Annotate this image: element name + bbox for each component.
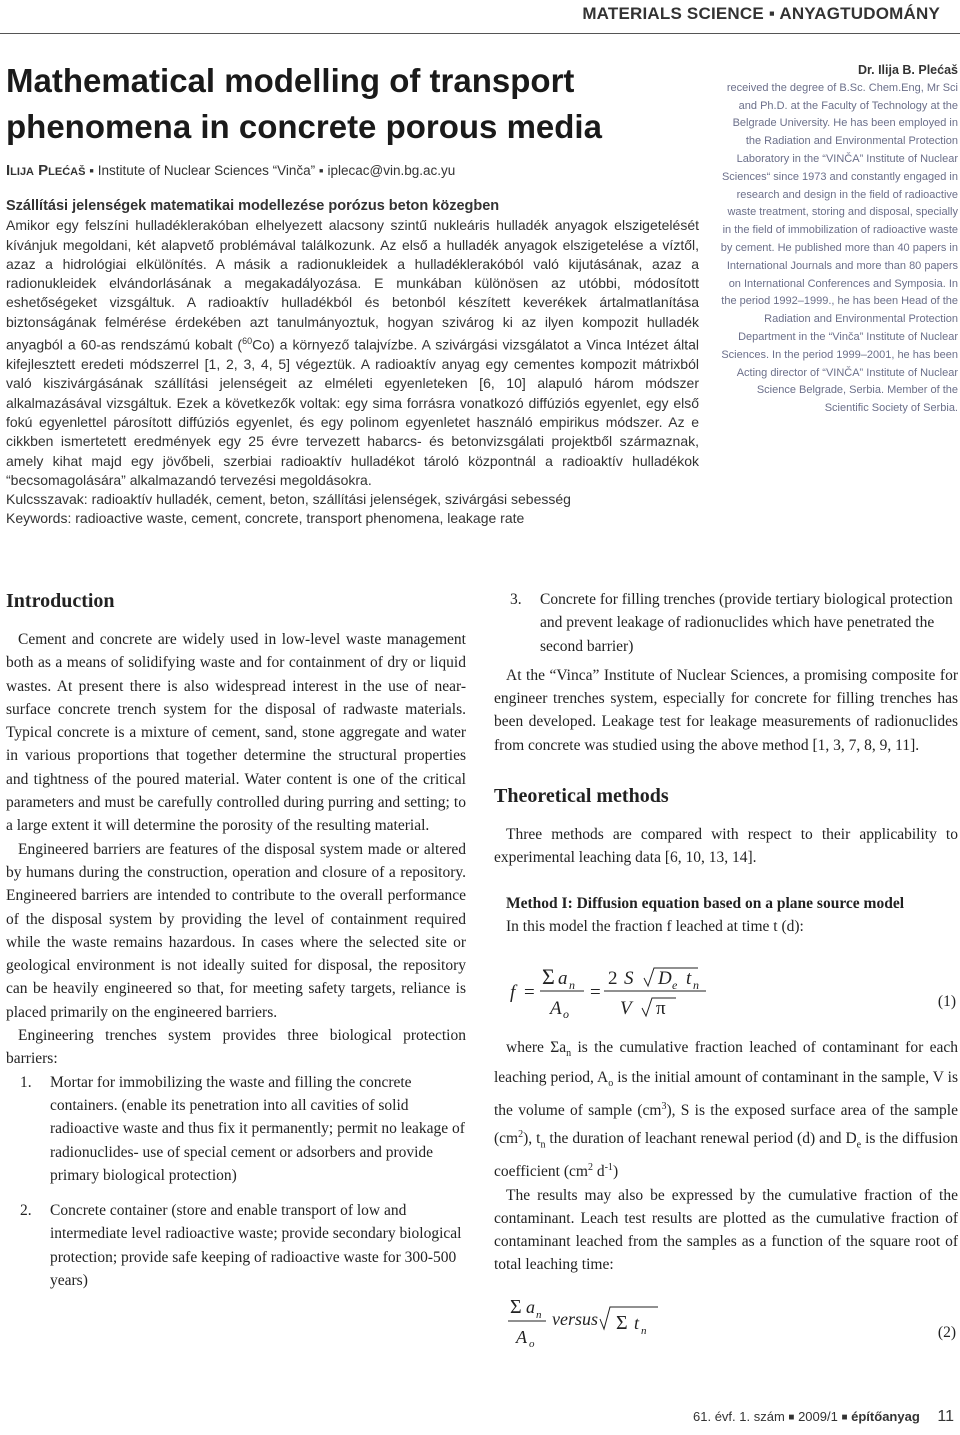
eq2-sub-n2: n: [641, 1324, 647, 1337]
eq2-t: t: [634, 1312, 640, 1333]
eq-f: f: [510, 982, 516, 1004]
sub: e: [856, 1138, 862, 1150]
sup: 2: [587, 1162, 593, 1174]
top-bar: [0, 0, 960, 34]
list-number: 1.: [20, 1073, 32, 1091]
eq-sub-n: n: [569, 978, 575, 993]
keywords: Keywords: radioactive waste, cement, concrete, transport phenomena, leakage rate: [6, 510, 525, 527]
text-part: is the diffusion coefficient (cm: [494, 1129, 958, 1181]
barrier-list-continued: [494, 588, 958, 658]
eq-A: A: [550, 998, 562, 1020]
text-part: d: [592, 1163, 605, 1181]
list-item: [6, 1071, 466, 1187]
byline-separator: ▪: [318, 163, 324, 178]
footer-issue: 61. évf. 1. szám: [693, 1409, 785, 1424]
equation-2: [494, 1277, 958, 1357]
theory-paragraph-1: Three methods are compared with respect to their applicability to experimental leaching data [6, 10, 13, 14].: [494, 826, 958, 867]
equation-1-formula: [508, 954, 738, 1034]
hungarian-abstract-text: [6, 216, 699, 490]
eq-S: S: [624, 968, 634, 990]
footer-year: 2009/1: [798, 1409, 838, 1424]
theoretical-methods-heading: Theoretical methods: [494, 785, 669, 808]
cobalt-superscript: 60: [242, 336, 253, 347]
eq2-sub-o: o: [529, 1337, 535, 1350]
hungarian-abstract: [6, 197, 699, 529]
text-part: ): [612, 1163, 619, 1181]
eq2-sub-n: n: [536, 1308, 542, 1321]
list-text: Concrete for filling trenches (provide tertiary biological protection and prevent leakage of radionuclides which have penetrated the second barrier): [540, 591, 953, 655]
sub: n: [566, 1048, 572, 1060]
byline-separator: ▪: [89, 163, 95, 178]
author-name: Ilija Plećaš: [6, 162, 86, 179]
barrier-list: [6, 1071, 466, 1293]
article-title: Mathematical modelling of transport phenomena in concrete porous media: [6, 62, 602, 145]
footer-bullet: ■: [841, 1412, 848, 1423]
eq2-sigma-2: Σ: [616, 1311, 628, 1334]
page-footer: [693, 1408, 954, 1426]
eq-V: V: [620, 998, 632, 1020]
eq2-a: a: [526, 1296, 535, 1317]
text-part: ), t: [523, 1129, 541, 1147]
author-bio: [720, 62, 958, 418]
left-column: [6, 588, 466, 1292]
intro-paragraph-1: Cement and concrete are widely used in low-level waste management both as a means of solidifying waste and for containment of dry or liquid wastes. At present there is also widespread interest in the use of near-surface concrete trench system for the disposal of radwaste materials. Typical concrete is a mixture of cement, sand, stone aggregate and water in various proportions that together determine the structural properties and tightness of the poured material. Water content is one of the critical parameters and must be carefully controlled during purring and setting; to a large extent it will determine the porosity of the resulting material.: [6, 631, 466, 835]
theory-paragraph-3: [494, 1036, 958, 1183]
hungarian-title: Szállítási jelenségek matematikai modellezése porózus beton közegben: [6, 198, 500, 214]
sup: 2: [518, 1128, 524, 1140]
equation-1-number: (1): [937, 993, 956, 1011]
page-number: 11: [937, 1408, 954, 1425]
eq2-versus: versus: [552, 1308, 598, 1329]
list-number: 2.: [20, 1202, 32, 1220]
text-part: ), S is the exposed surface area of the sample (cm: [494, 1102, 958, 1147]
equation-1: [494, 938, 958, 1036]
kulcsszavak: Kulcsszavak: radioaktív hulladék, cement, beton, szállítási jelenségek, szivárgási sebesség: [6, 491, 571, 508]
sup: 3: [661, 1101, 667, 1113]
introduction-heading: Introduction: [6, 590, 115, 612]
text-part: where Σa: [506, 1039, 567, 1057]
text-part: is the cumulative fraction leached of contaminant for each leaching period, A: [494, 1039, 958, 1086]
author-email[interactable]: iplecac@vin.bg.ac.yu: [327, 163, 456, 178]
journal-name: építőanyag: [851, 1409, 920, 1424]
eq-D: D: [658, 968, 672, 990]
equation-2-number: (2): [937, 1323, 956, 1341]
header-rule: [0, 33, 960, 34]
sup: -1: [604, 1162, 613, 1174]
intro-paragraph-4: At the “Vinca” Institute of Nuclear Sciences, a promising composite for engineer trenches system, especially for concrete for filling trenches has been developed. Leakage test for leakage measurements of radionuclides from concrete was studied using the above method [1, 3, 7, 8, 9, 11].: [494, 666, 958, 754]
text-part: is the initial amount of contaminant in the sample, V is the volume of sample (cm: [494, 1068, 958, 1120]
list-text: Concrete container (store and enable transport of low and intermediate level radioactive waste; provide secondary biological protection; provide safe keeping of radioactive waste for 300-500 years): [50, 1202, 462, 1290]
intro-paragraph-2: Engineered barriers are features of the disposal system made or altered by humans during the construction, operation and closure of a repository. Engineered barriers are intended to contribute to the overall performance of the disposal system by providing the level of containment required while the waste remains hazardous. In cases where the selected site or geological environment is not ideally suited for disposal, the repository can be heavily engineered so that, for meeting safety targets, reliance is placed primarily on the engineered barriers.: [6, 840, 466, 1021]
intro-paragraph-3: Engineering trenches system provides three biological protection barriers:: [6, 1027, 466, 1068]
sub: o: [608, 1077, 614, 1089]
theory-paragraph-2: In this model the fraction f leached at time t (d):: [506, 917, 804, 935]
theory-paragraph-4: The results may also be expressed by the cumulative fraction of the contaminant. Leach test results are plotted as the cumulative fraction of contaminant leached from the samples as a function of the square root of total leaching time:: [494, 1186, 958, 1274]
list-number: 3.: [510, 591, 522, 608]
section-header: MATERIALS SCIENCE ▪ ANYAGTUDOMÁNY: [582, 4, 940, 23]
eq-equals-2: =: [590, 982, 601, 1004]
sub: n: [540, 1138, 546, 1150]
equation-2-formula: [508, 1289, 748, 1359]
abstract-text-part: Co) a környező talajvízbe. A szivárgási vizsgálatot a Vinca Intézet által kifejlesztett eredeti módszerrel [1, 2, 3, 4, 5] végeztük. A radioaktív anyag egy cementes kompozit mátrixból való kiszivárgásának szállítási jelenségeit az elméleti egyenleteken [6, 10] alapuló három módszer alkalmazásával vizsgáltuk. Ezek a következők voltak: egy sima forrásra vonatkozó diffúziós egyenlet, egy első fokú egyenlettel párosított diffúziós egyenlet, és egy polinom egyenletet használó empirikus módszer. Az e cikkben ismertetett eredmények egy 25 évre tervezett habarcs- és betonvizsgálati projektből származnak, amely kihat majd egy jövőbeli, szerbiai radioaktív hulladékot tároló központnál a radioaktív hulladékok “becsomagolására” alkalmazandó tervezési megoldásokra.: [6, 336, 699, 488]
footer-bullet: ■: [788, 1412, 795, 1423]
affiliation: Institute of Nuclear Sciences “Vinča”: [97, 163, 316, 178]
eq2-sigma: Σ: [510, 1295, 522, 1318]
eq-2: 2: [608, 968, 618, 990]
eq-a: a: [558, 968, 568, 990]
eq-sub-o: o: [563, 1007, 569, 1022]
list-item: [6, 1199, 466, 1292]
byline: [6, 162, 455, 179]
eq-t: t: [686, 968, 692, 990]
bio-name: Dr. Ilija B. Plećaš: [857, 63, 958, 77]
list-item: [494, 588, 958, 658]
eq2-sqrt: [600, 1307, 658, 1329]
abstract-text-part: Amikor egy felszíni hulladéklerakóban elhelyezett alacsony szintű nukleáris hulladék anyagok elszigetelését kívánjuk megoldani, két alapvető problémával találkozunk. Az első a hulladék anyagok elszigetelése a víztől, azaz a hidrológiai elkülönítés. A másik a radionukleidek a hulladéklerakóból való kijutásának, azaz a radionukleidek elvándorlásának a megakadályozása. E munkában különösen az utóbbi, módosított eshetőségeket vizsgáltuk. A radioaktív hulladékból és betonból készített keverékek ártalmatlanítása biztonságának felmérése érdekében azt tanulmányoztuk, hogyan szivárog ki az ilyen kompozit hulladék anyagból a 60-as rendszámú kobalt (: [6, 217, 699, 353]
eq-pi: π: [656, 998, 666, 1020]
eq-sigma: Σ: [542, 964, 555, 990]
eq-sub-e: e: [672, 978, 678, 993]
list-text: Mortar for immobilizing the waste and filling the concrete containers. (enable its penetration into all cavities of solid radioactive waste and thus fix it permanently; permit no leakage of radionuclides- use of special cement or adsorbers and provide primary biological protection): [50, 1073, 465, 1184]
eq2-A: A: [516, 1326, 527, 1347]
eq-equals: =: [524, 982, 535, 1004]
eq-sub-n2: n: [693, 978, 699, 993]
right-column: [494, 588, 958, 1357]
text-part: the duration of leachant renewal period (d) and D: [545, 1129, 857, 1147]
method-1-heading: Method I: Diffusion equation based on a plane source model: [506, 894, 905, 912]
bio-text: received the degree of B.Sc. Chem.Eng, Mr Sci and Ph.D. at the Faculty of Technology at the Belgrade University. He has been employed in the Radiation and Environmental Protection Laboratory in the “VINČA” Institute of Nuclear Sciences“ since 1973 and constantly engaged in research and design in the field of radioactive waste treatment, storing and disposal, specially in the field of immobilization of radioactive waste by cement. He published more than 40 papers in International Journals and more than 80 papers on International Conferences and Symposia. In the period 1992–1999., he has been Head of the Radiation and Environmental Protection Department in the “Vinča” Institute of Nuclear Sciences. In the period 1999–2001, he has been Acting director of “VINČA” Institute of Nuclear Science Belgrade, Serbia. Member of the Scientific Society of Serbia.: [720, 81, 958, 415]
